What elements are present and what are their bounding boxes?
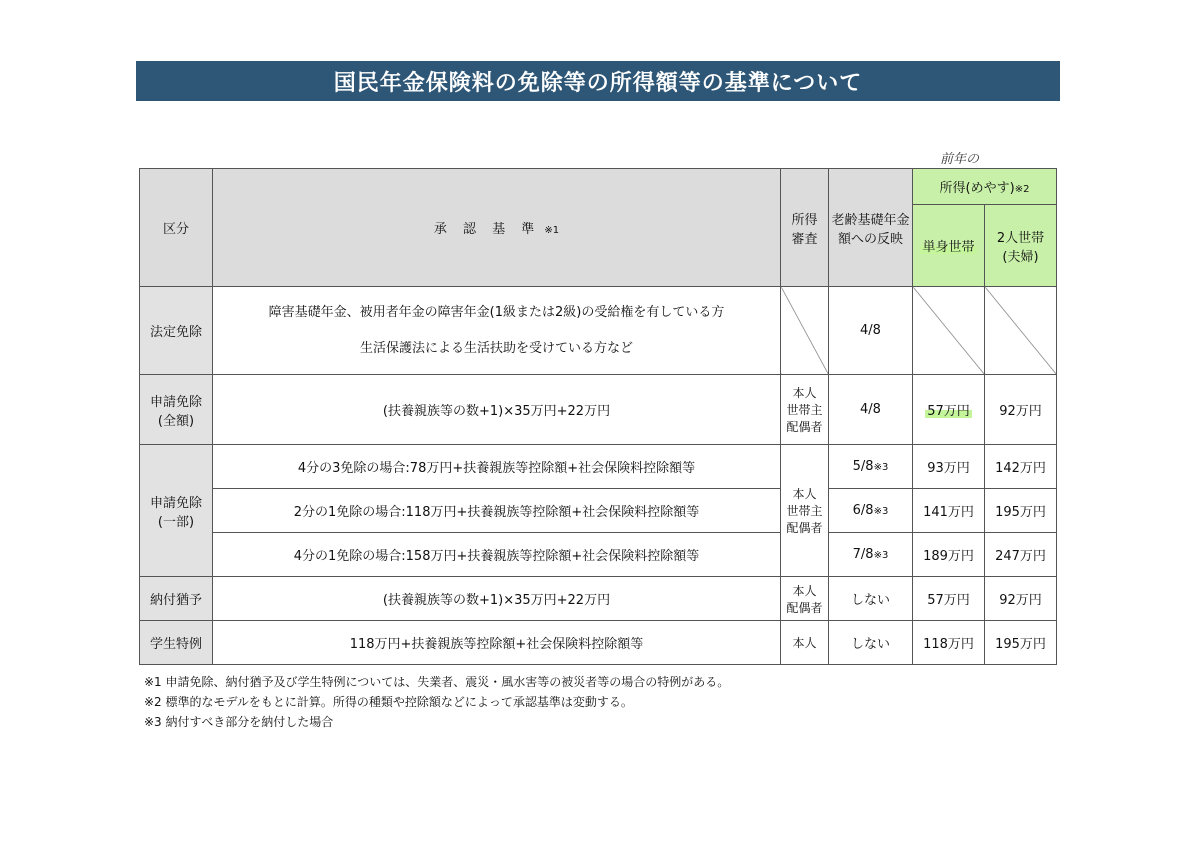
header-couple-household: 2人世帯 (夫婦) bbox=[985, 205, 1057, 287]
row-single: 93万円 bbox=[913, 445, 985, 489]
row-couple: 195万円 bbox=[985, 489, 1057, 533]
row-review: 本人 世帯主 配偶者 bbox=[781, 445, 829, 577]
empty-cell bbox=[913, 287, 985, 375]
row-reflection: しない bbox=[829, 577, 913, 621]
row-partial-exemption bbox=[140, 489, 1057, 533]
handwritten-note: 前年の bbox=[940, 152, 980, 167]
row-review: 本人 配偶者 bbox=[781, 577, 829, 621]
row-label: 申請免除 (一部) bbox=[140, 445, 213, 577]
header-pension-reflection: 老齢基礎年金 額への反映 bbox=[829, 169, 913, 287]
row-reflection: 5/8※3 bbox=[829, 445, 913, 489]
footnote: ※2 標準的なモデルをもとに計算。所得の種類や控除額などによって承認基準は変動する。 bbox=[144, 695, 633, 709]
row-criteria: 2分の1免除の場合:118万円+扶養親族等控除額+社会保険料控除額等 bbox=[213, 489, 781, 533]
row-full-exemption bbox=[140, 375, 1057, 445]
row-single: 141万円 bbox=[913, 489, 985, 533]
row-payment-deferral bbox=[140, 577, 1057, 621]
row-label: 法定免除 bbox=[140, 287, 213, 375]
row-legal-exemption bbox=[140, 287, 1057, 375]
page-title: 国民年金保険料の免除等の所得額等の基準について bbox=[136, 61, 1060, 101]
row-couple: 247万円 bbox=[985, 533, 1057, 577]
row-single: 57万円 bbox=[913, 375, 985, 445]
row-criteria: (扶養親族等の数+1)×35万円+22万円 bbox=[213, 375, 781, 445]
row-criteria: 4分の3免除の場合:78万円+扶養親族等控除額+社会保険料控除額等 bbox=[213, 445, 781, 489]
row-criteria: (扶養親族等の数+1)×35万円+22万円 bbox=[213, 577, 781, 621]
row-partial-exemption bbox=[140, 533, 1057, 577]
row-couple: 195万円 bbox=[985, 621, 1057, 665]
row-partial-exemption bbox=[140, 445, 1057, 489]
row-review: 本人 bbox=[781, 621, 829, 665]
footnote: ※1 申請免除、納付猶予及び学生特例については、失業者、震災・風水害等の被災者等の場合の特例がある。 bbox=[144, 675, 730, 689]
footnote: ※3 納付すべき部分を納付した場合 bbox=[144, 715, 334, 729]
row-review: 本人 世帯主 配偶者 bbox=[781, 375, 829, 445]
criteria-table bbox=[139, 168, 1057, 665]
row-label: 学生特例 bbox=[140, 621, 213, 665]
row-single: 118万円 bbox=[913, 621, 985, 665]
row-reflection: 4/8 bbox=[829, 287, 913, 375]
row-single: 57万円 bbox=[913, 577, 985, 621]
row-reflection: しない bbox=[829, 621, 913, 665]
footnotes bbox=[144, 672, 729, 732]
row-label: 納付猶予 bbox=[140, 577, 213, 621]
row-criteria: 障害基礎年金、被用者年金の障害年金(1級または2級)の受給権を有している方 生活保護法による生活扶助を受けている方など bbox=[213, 287, 781, 375]
header-criteria: 承 認 基 準 ※1 bbox=[213, 169, 781, 287]
header-income-review: 所得 審査 bbox=[781, 169, 829, 287]
empty-cell bbox=[985, 287, 1057, 375]
row-reflection: 4/8 bbox=[829, 375, 913, 445]
empty-cell bbox=[781, 287, 829, 375]
header-category: 区分 bbox=[140, 169, 213, 287]
header-single-household: 単身世帯 bbox=[913, 205, 985, 287]
row-reflection: 7/8※3 bbox=[829, 533, 913, 577]
row-couple: 92万円 bbox=[985, 577, 1057, 621]
row-student-exception bbox=[140, 621, 1057, 665]
row-criteria: 118万円+扶養親族等控除額+社会保険料控除額等 bbox=[213, 621, 781, 665]
row-reflection: 6/8※3 bbox=[829, 489, 913, 533]
row-single: 189万円 bbox=[913, 533, 985, 577]
row-couple: 142万円 bbox=[985, 445, 1057, 489]
row-criteria: 4分の1免除の場合:158万円+扶養親族等控除額+社会保険料控除額等 bbox=[213, 533, 781, 577]
row-label: 申請免除 (全額) bbox=[140, 375, 213, 445]
header-income-guide: 所得(めやす)※2 bbox=[913, 169, 1057, 205]
row-couple: 92万円 bbox=[985, 375, 1057, 445]
